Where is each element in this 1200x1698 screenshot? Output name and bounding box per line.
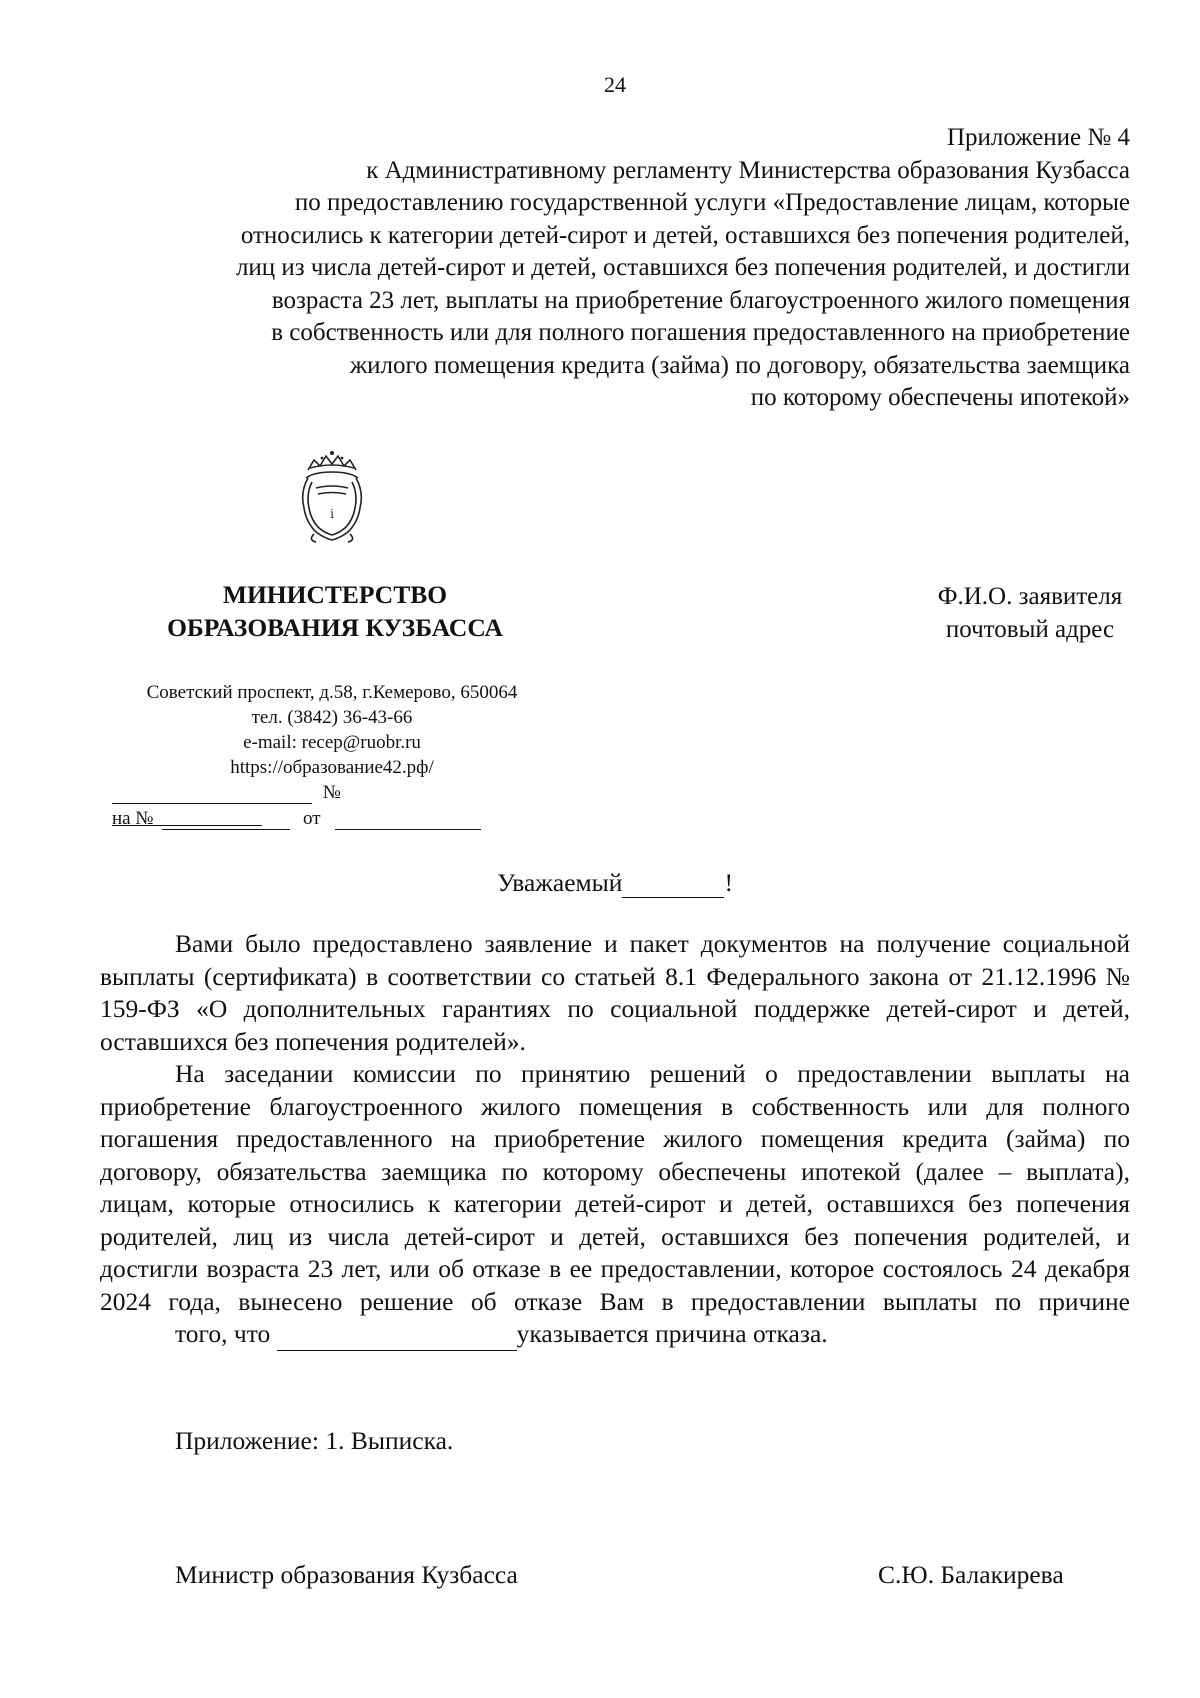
ministry-name-line1: МИНИСТЕРСТВО: [222, 580, 448, 609]
paragraph-reason: [100, 1318, 1130, 1351]
recipient-name-blank: [622, 873, 724, 898]
emblem-caption: i: [330, 507, 334, 521]
ministry-name-line2: ОБРАЗОВАНИЯ КУЗБАССА: [167, 613, 503, 642]
annex-line: по предоставлению государственной услуги «Предоставление лицам, которые: [294, 189, 1130, 216]
annex-line: Приложение № 4: [946, 124, 1130, 151]
ministry-website: https://образование42.рф/: [230, 757, 434, 778]
signatory-name: С.Ю. Балакирева: [878, 1560, 1064, 1589]
ministry-phone: тел. (3842) 36-43-66: [251, 707, 413, 728]
page-number: 24: [604, 72, 626, 97]
reason-prefix: того, что: [175, 1319, 271, 1348]
ministry-contacts: [112, 680, 552, 780]
annex-line: в собственность или для полного погашения предоставленного на приобретение: [271, 319, 1130, 346]
annex-line: к Административному регламенту Министерства образования Кузбасса: [366, 156, 1130, 184]
reason-blank: [277, 1326, 517, 1351]
addressee-block: [895, 580, 1165, 646]
outgoing-number-line: [112, 782, 492, 806]
reference-number-blank: [162, 809, 290, 830]
number-sign: №: [322, 782, 341, 803]
annex-line: возраста 23 лет, выплаты на приобретение благоустроенного жилого помещения: [271, 286, 1130, 314]
reference-date-blank: [335, 809, 481, 830]
annex-line: жилого помещения кредита (займа) по договору, обязательства заемщика: [349, 351, 1130, 379]
reference-number-line: [112, 808, 492, 832]
coat-of-arms-icon: [294, 448, 370, 546]
annex-line: по которому обеспечены ипотекой»: [750, 384, 1130, 411]
signatory-title: Министр образования Кузбасса: [175, 1560, 518, 1589]
attachment-note: Приложение: 1. Выписка.: [175, 1426, 454, 1455]
ministry-address: Советский проспект, д.58, г.Кемерово, 650064: [146, 682, 518, 703]
addressee-name: Ф.И.О. заявителя: [937, 583, 1123, 610]
salutation: [0, 868, 1200, 898]
annex-line: лиц из числа детей-сирот и детей, оставшихся без попечения родителей, и достигли: [235, 254, 1130, 281]
reference-from-label: от: [302, 808, 321, 829]
paragraph-application: Вами было предоставлено заявление и пакет документов на получение социальной выплаты (сертификата) в соответствии со статьей 8.1 Федерального закона от 21.12.1996 № 159-ФЗ «О дополнительных гарантиях по социальной поддержке детей-сирот и детей, оставшихся без попечения родителей».: [100, 929, 1130, 1056]
ministry-name: [110, 578, 560, 644]
salutation-end: !: [724, 868, 733, 897]
addressee-address: почтовый адрес: [945, 616, 1115, 643]
ministry-email: e-mail: recep@ruobr.ru: [243, 732, 421, 753]
reason-suffix: указывается причина отказа.: [516, 1319, 828, 1348]
letter-body: [100, 928, 1130, 1351]
reference-prefix: на №: [112, 808, 154, 829]
outgoing-date-blank: [112, 783, 312, 804]
annex-line: относились к категории детей-сирот и детей, оставшихся без попечения родителей,: [240, 221, 1130, 249]
annex-header: [100, 122, 1130, 415]
salutation-word: Уважаемый: [497, 868, 623, 897]
paragraph-decision: На заседании комиссии по принятию решений о предоставлении выплаты на приобретение благоустроенного жилого помещения в собственность или для полного погашения предоставленного на приобретение жилого помещения кредита (займа) по договору, обязательства заемщика по которому обеспечены ипотекой (далее – выплата), лицам, которые относились к категории детей-сирот и детей, оставшихся без попечения родителей, лиц из числа детей-сирот и детей, оставшихся без попечения родителей, и достигли возраста 23 лет, или об отказе в ее предоставлении, которое состоялось 24 декабря 2024 года, вынесено решение об отказе Вам в предоставлении выплаты по причине: [100, 1059, 1130, 1316]
